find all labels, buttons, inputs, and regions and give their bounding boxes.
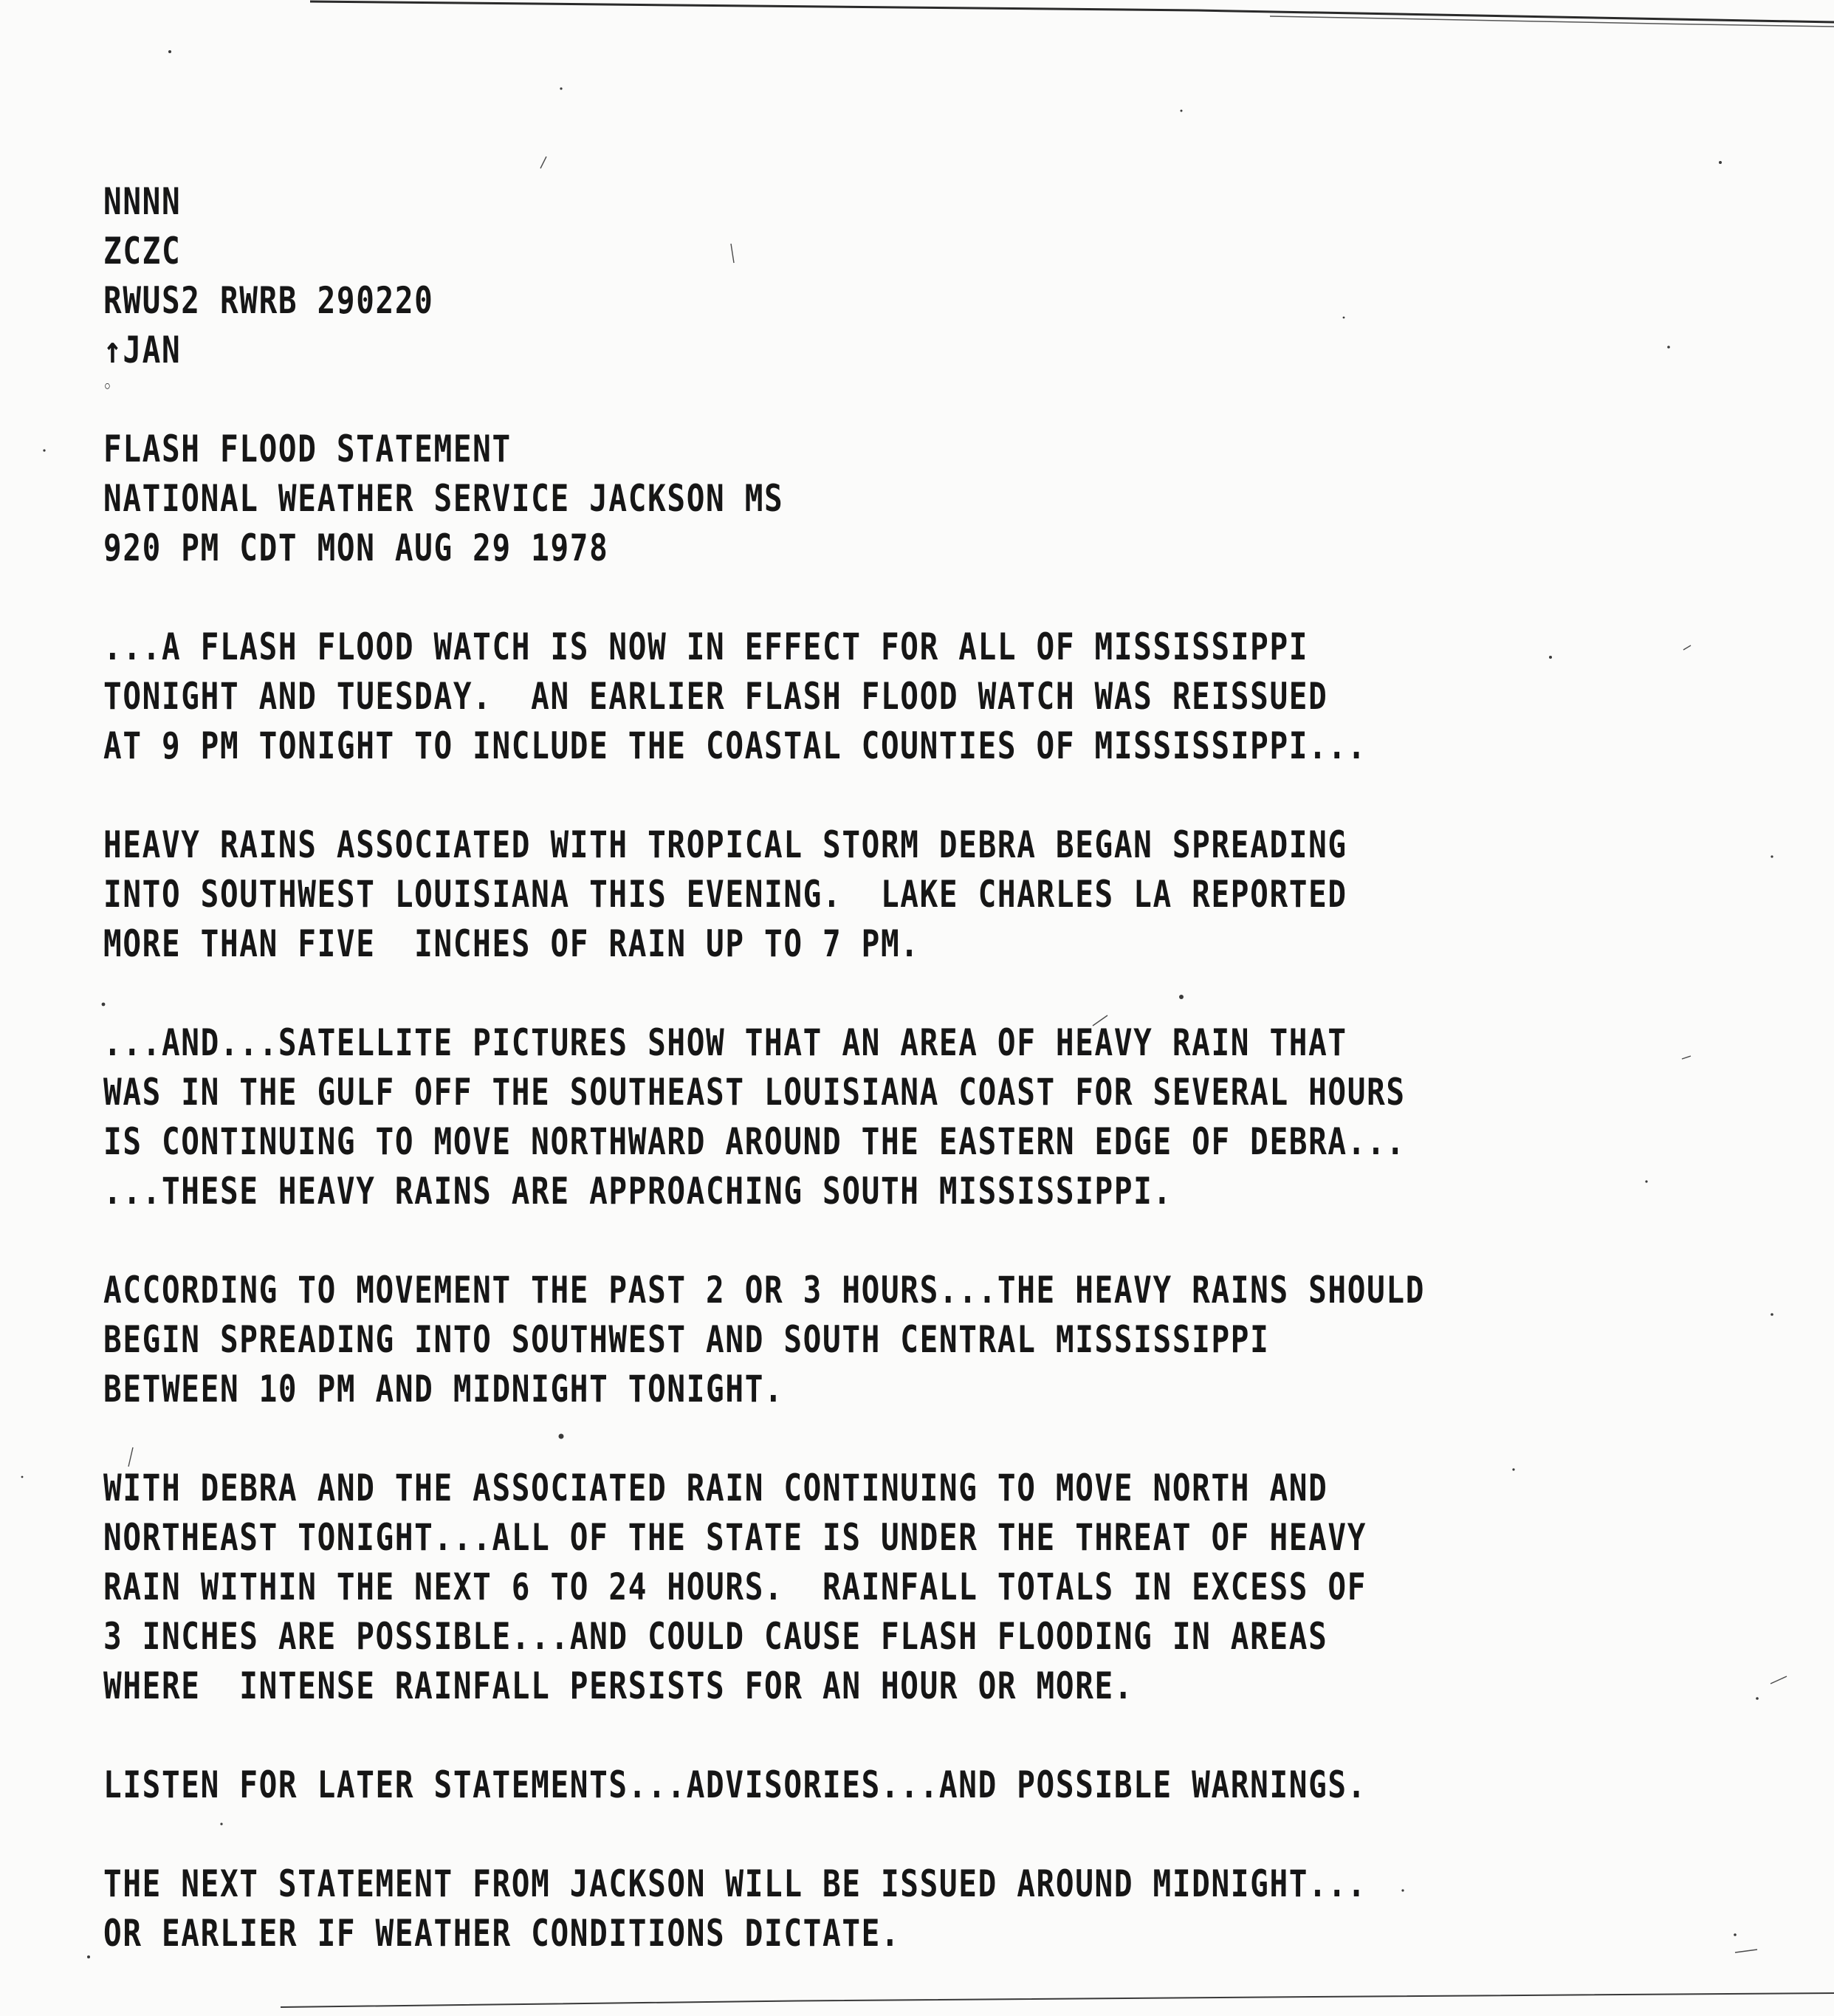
paragraph-line: LISTEN FOR LATER STATEMENTS...ADVISORIES...AND POSSIBLE WARNINGS. xyxy=(103,1763,1367,1806)
paragraph-line: AT 9 PM TONIGHT TO INCLUDE THE COASTAL COUNTIES OF MISSISSIPPI... xyxy=(103,724,1367,767)
spacer xyxy=(103,573,1471,623)
paragraph-line: INTO SOUTHWEST LOUISIANA THIS EVENING. LAKE CHARLES LA REPORTED xyxy=(103,873,1347,916)
paragraph-next-statement xyxy=(103,1859,1471,1958)
paragraph-line: TONIGHT AND TUESDAY. AN EARLIER FLASH FLOOD WATCH WAS REISSUED xyxy=(103,675,1328,718)
teletype-message xyxy=(103,177,1471,1958)
paragraph-line: OR EARLIER IF WEATHER CONDITIONS DICTATE. xyxy=(103,1912,901,1955)
paragraph-line: ...THESE HEAVY RAINS ARE APPROACHING SOUTH MISSISSIPPI. xyxy=(103,1170,1172,1213)
title-block xyxy=(103,425,1471,573)
issuing-office: NATIONAL WEATHER SERVICE JACKSON MS xyxy=(103,477,784,520)
paragraph-line: THE NEXT STATEMENT FROM JACKSON WILL BE ISSUED AROUND MIDNIGHT... xyxy=(103,1862,1367,1905)
paragraph-line: WHERE INTENSE RAINFALL PERSISTS FOR AN HOUR OR MORE. xyxy=(103,1664,1134,1707)
spacer xyxy=(103,1414,1471,1464)
message-header xyxy=(103,177,1471,375)
paragraph-satellite xyxy=(103,1018,1471,1216)
paragraph-line: WITH DEBRA AND THE ASSOCIATED RAIN CONTINUING TO MOVE NORTH AND xyxy=(103,1467,1328,1509)
spacer xyxy=(103,1216,1471,1266)
paragraph-line: IS CONTINUING TO MOVE NORTHWARD AROUND THE EASTERN EDGE OF DEBRA... xyxy=(103,1120,1406,1163)
paragraph-threat xyxy=(103,1464,1471,1711)
issue-time: 920 PM CDT MON AUG 29 1978 xyxy=(103,527,609,569)
paragraph-movement xyxy=(103,1266,1471,1414)
paragraph-line: ...A FLASH FLOOD WATCH IS NOW IN EFFECT FOR ALL OF MISSISSIPPI xyxy=(103,625,1309,668)
spacer xyxy=(103,1711,1471,1760)
paragraph-line: NORTHEAST TONIGHT...ALL OF THE STATE IS UNDER THE THREAT OF HEAVY xyxy=(103,1516,1367,1559)
paragraph-listen xyxy=(103,1760,1471,1810)
statement-title: FLASH FLOOD STATEMENT xyxy=(103,428,512,470)
spacer xyxy=(103,400,1471,425)
header-line: RWUS2 RWRB 290220 xyxy=(103,279,434,322)
paragraph-heavy-rains xyxy=(103,820,1471,969)
paragraph-line: HEAVY RAINS ASSOCIATED WITH TROPICAL STORM DEBRA BEGAN SPREADING xyxy=(103,823,1347,866)
paragraph-line: ...AND...SATELLITE PICTURES SHOW THAT AN AREA OF HEAVY RAIN THAT xyxy=(103,1021,1347,1064)
paragraph-line: BETWEEN 10 PM AND MIDNIGHT TONIGHT. xyxy=(103,1368,784,1410)
paragraph-line: MORE THAN FIVE INCHES OF RAIN UP TO 7 PM. xyxy=(103,922,920,965)
paragraph-line: RAIN WITHIN THE NEXT 6 TO 24 HOURS. RAINFALL TOTALS IN EXCESS OF xyxy=(103,1566,1367,1608)
header-line: ZCZC xyxy=(103,230,182,272)
paragraph-line: 3 INCHES ARE POSSIBLE...AND COULD CAUSE FLASH FLOODING IN AREAS xyxy=(103,1615,1328,1658)
paragraph-watch xyxy=(103,623,1471,771)
header-line: NNNN xyxy=(103,180,182,223)
paragraph-line: ACCORDING TO MOVEMENT THE PAST 2 OR 3 HOURS...THE HEAVY RAINS SHOULD xyxy=(103,1269,1426,1312)
spacer xyxy=(103,771,1471,820)
paragraph-line: BEGIN SPREADING INTO SOUTHWEST AND SOUTH CENTRAL MISSISSIPPI xyxy=(103,1318,1270,1361)
stray-mark: ◦ xyxy=(103,378,113,397)
spacer xyxy=(103,1810,1471,1859)
spacer xyxy=(103,969,1471,1018)
header-line: ↑JAN xyxy=(103,329,182,371)
paragraph-line: WAS IN THE GULF OFF THE SOUTHEAST LOUISIANA COAST FOR SEVERAL HOURS xyxy=(103,1071,1406,1114)
